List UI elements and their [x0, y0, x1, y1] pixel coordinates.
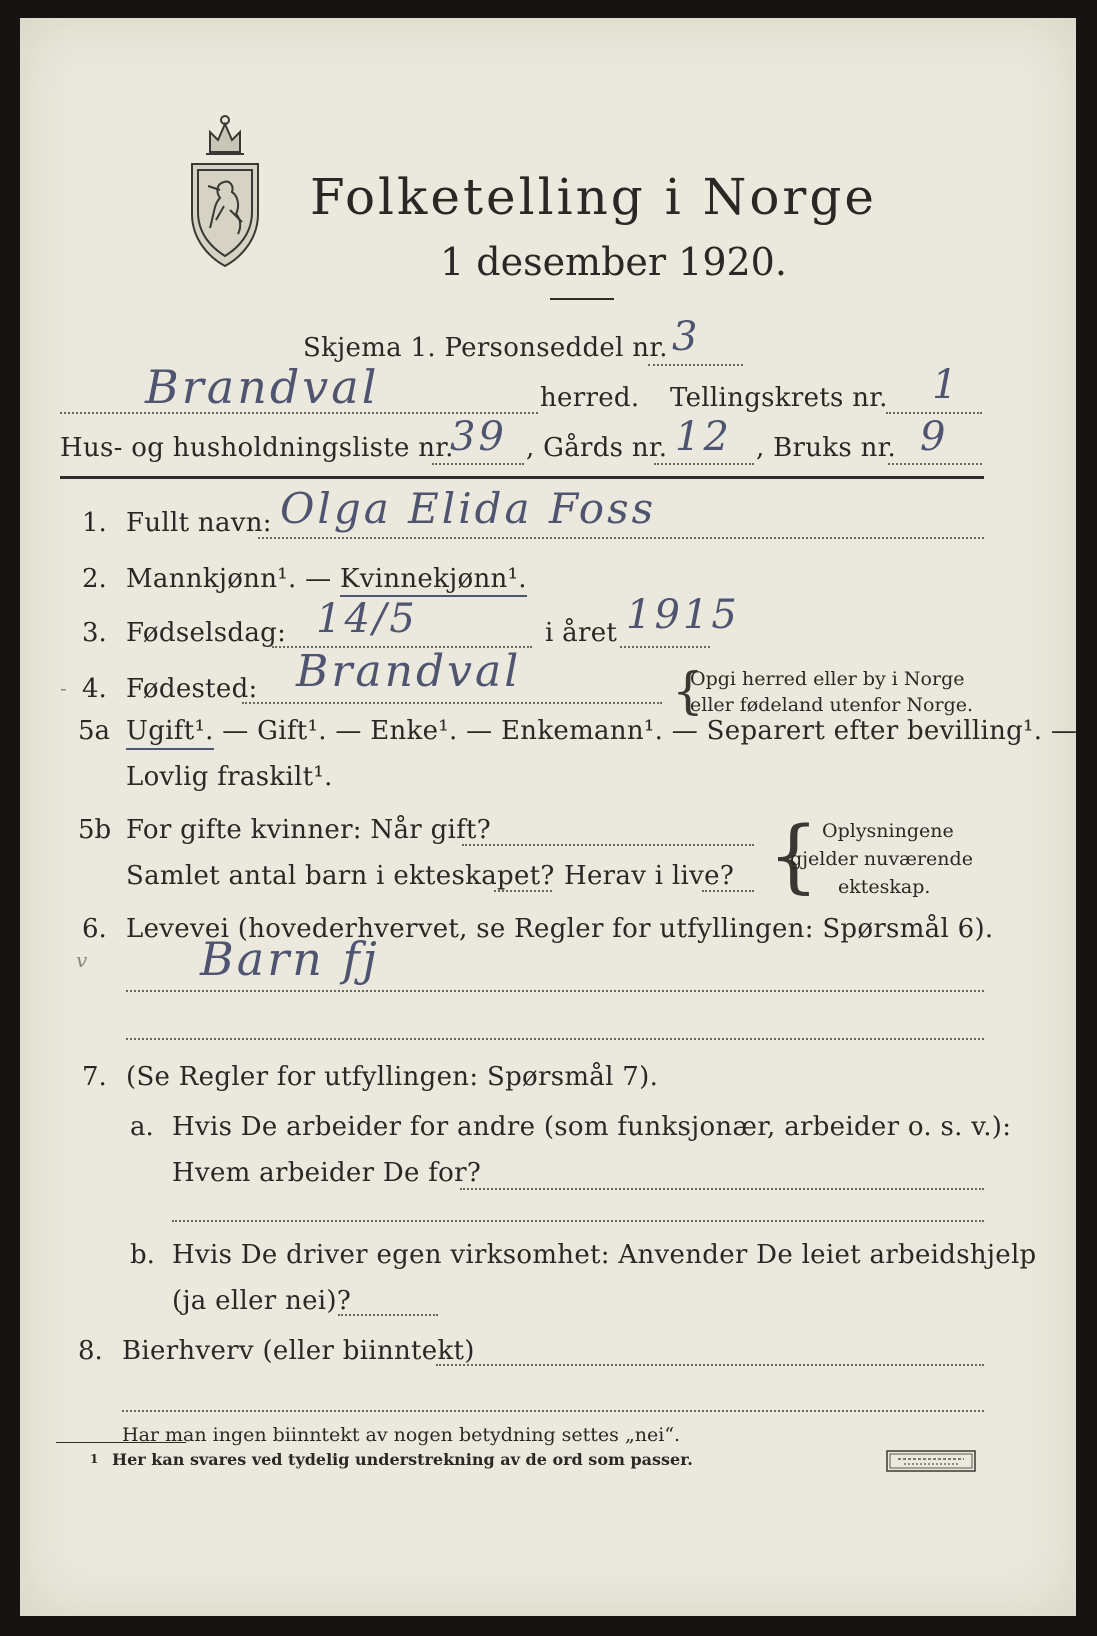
q5b-children-line[interactable] — [494, 890, 552, 892]
husholdningsliste-value[interactable]: 39 — [450, 414, 507, 460]
q8-label: Bierhverv (eller biinntekt) — [122, 1336, 475, 1366]
q8-number: 8. — [78, 1336, 103, 1366]
husholdningsliste-label: Hus- og husholdningsliste nr. — [60, 433, 454, 463]
q7b-label: Hvis De driver egen virksomhet: Anvender De leiet arbeidshjelp — [172, 1240, 1037, 1270]
full-name-value[interactable]: Olga Elida Foss — [280, 484, 657, 533]
bruks-label: , Bruks nr. — [756, 433, 897, 463]
skjema-label: Skjema 1. Personseddel nr. — [303, 333, 668, 363]
gards-value[interactable]: 12 — [675, 414, 732, 460]
q7a-letter: a. — [130, 1112, 154, 1142]
q4-note-line2: eller fødeland utenfor Norge. — [690, 694, 974, 716]
q5b-alive-label: Herav i live? — [564, 861, 735, 891]
q2-number: 2. — [82, 564, 107, 594]
q5b-married-label: For gifte kvinner: Når gift? — [126, 815, 492, 845]
herred-label: herred. — [540, 383, 640, 413]
footnote-mark: 1 — [90, 1452, 99, 1466]
birth-day-value[interactable]: 14/5 — [316, 596, 418, 642]
q7b-yesno-line[interactable] — [338, 1314, 438, 1316]
gards-label: , Gårds nr. — [526, 433, 668, 463]
lovlig-fraskilt-option[interactable]: Lovlig fraskilt¹. — [126, 762, 333, 792]
form-title: Folketelling i Norge — [310, 168, 877, 226]
printer-stamp-icon — [886, 1450, 976, 1472]
q2-label — [126, 564, 527, 594]
q3-year-label: i året — [545, 618, 618, 648]
q3-year-line — [620, 646, 710, 648]
pencil-mark-2: v — [76, 948, 88, 972]
q6-line-1 — [126, 990, 984, 992]
census-date: 1 desember 1920. — [440, 240, 787, 284]
mannkjonn-option[interactable]: Mannkjønn¹. — — [126, 564, 340, 594]
birth-year-value[interactable]: 1915 — [626, 592, 740, 638]
q5a-number: 5a — [78, 716, 111, 746]
header-rule — [60, 476, 984, 479]
q7a-label: Hvis De arbeider for andre (som funksjonær, arbeider o. s. v.): — [172, 1112, 1012, 1142]
q8-line-2[interactable] — [122, 1410, 984, 1412]
footnote-text: Her kan svares ved tydelig understrekning av de ord som passer. — [112, 1450, 693, 1469]
q5b-note-line2: gjelder nuværende — [790, 848, 973, 870]
q7-label: (Se Regler for utfyllingen: Spørsmål 7). — [126, 1062, 659, 1092]
q5b-married-line[interactable] — [462, 844, 754, 846]
gards-line — [654, 463, 754, 465]
kvinnekjonn-option[interactable]: Kvinnekjønn¹. — [340, 564, 527, 597]
husholdningsliste-line — [432, 463, 524, 465]
q5b-children-label: Samlet antal barn i ekteskapet? — [126, 861, 555, 891]
q7a-employer-line[interactable] — [460, 1188, 984, 1190]
biinntekt-note: Har man ingen biinntekt av nogen betydning settes „nei“. — [122, 1424, 681, 1446]
q4-note-line1: Opgi herred eller by i Norge — [690, 668, 965, 690]
census-form — [20, 18, 1076, 1616]
footnote-rule — [56, 1442, 186, 1443]
q4-label: Fødested: — [126, 674, 258, 704]
personseddel-value[interactable]: 3 — [672, 314, 701, 360]
q7-number: 7. — [82, 1062, 107, 1092]
other-marital-options[interactable]: — Gift¹. — Enke¹. — Enkemann¹. — Separert efter bevilling¹. — — [213, 716, 1078, 746]
q3-label: Fødselsdag: — [126, 618, 287, 648]
q1-label: Fullt navn: — [126, 508, 272, 538]
ugift-option[interactable]: Ugift¹. — [126, 716, 214, 750]
tellingskrets-value[interactable]: 1 — [932, 362, 961, 408]
occupation-value[interactable]: Barn fj — [200, 932, 380, 986]
q5a-label — [126, 716, 1077, 746]
q4-line — [242, 702, 662, 704]
q5b-note-line3: ekteskap. — [838, 876, 931, 898]
bruks-line — [888, 463, 982, 465]
q4-number: 4. — [82, 674, 107, 704]
q7b-yesno-label: (ja eller nei)? — [172, 1286, 352, 1316]
tellingskrets-label: Tellingskrets nr. — [670, 383, 888, 413]
birthplace-value[interactable]: Brandval — [296, 646, 522, 697]
personseddel-line — [648, 364, 743, 366]
q5b-note-line1: Oplysningene — [822, 820, 954, 842]
q3-number: 3. — [82, 618, 107, 648]
q7a-employer-label: Hvem arbeider De for? — [172, 1158, 482, 1188]
q6-number: 6. — [82, 914, 107, 944]
pencil-mark: - — [60, 676, 67, 700]
q4-brace: { — [672, 662, 704, 720]
q6-label: Levevei (hovederhvervet, se Regler for utfyllingen: Spørsmål 6). — [126, 914, 994, 944]
norway-coat-of-arms-icon — [180, 110, 270, 272]
q7b-letter: b. — [130, 1240, 155, 1270]
q7a-employer-line-2[interactable] — [172, 1220, 984, 1222]
q5b-alive-line[interactable] — [702, 890, 754, 892]
q5b-brace: { — [768, 809, 819, 902]
q6-line-2[interactable] — [126, 1038, 984, 1040]
title-divider — [550, 298, 614, 300]
q5b-number: 5b — [78, 815, 112, 845]
q1-number: 1. — [82, 508, 107, 538]
bruks-value[interactable]: 9 — [920, 414, 949, 460]
herred-value[interactable]: Brandval — [145, 360, 380, 414]
q1-line — [258, 537, 984, 539]
q8-line-1[interactable] — [436, 1364, 984, 1366]
